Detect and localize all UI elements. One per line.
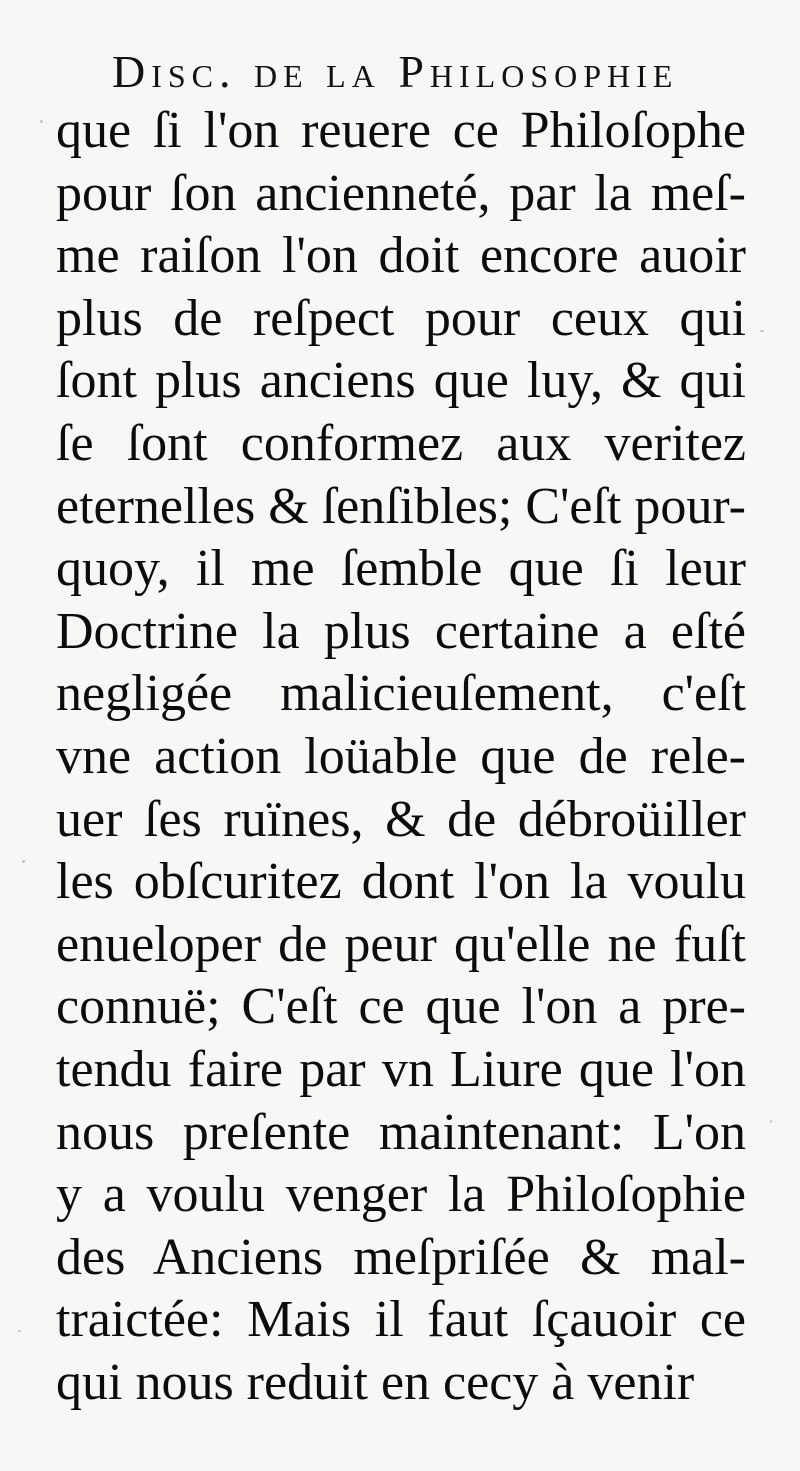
text-line: les obſcuritez dont l'on la voulu <box>56 853 746 911</box>
body-text <box>56 100 746 1414</box>
text-line: traictée: Mais il faut ſçauoir ce <box>56 1291 746 1349</box>
paper-speck <box>760 330 764 332</box>
text-line: pour ſon ancienneté, par la meſ- <box>56 164 746 222</box>
text-line: ſe ſont conformez aux veritez <box>56 414 746 472</box>
running-head: Disc. de la Philosophie <box>112 46 679 97</box>
text-line: eternelles & ſenſibles; C'eſt pour- <box>56 477 746 535</box>
paper-speck <box>18 1330 21 1332</box>
text-line: qui nous reduit en cecy à venir <box>56 1353 695 1411</box>
text-line: quoy, il me ſemble que ſi leur <box>56 540 746 598</box>
text-line: ſont plus anciens que luy, & qui <box>56 352 746 410</box>
text-line: uer ſes ruïnes, & de débroüiller <box>56 790 746 848</box>
text-line: des Anciens meſpriſée & mal- <box>56 1228 746 1286</box>
text-line: nous preſente maintenant: L'on <box>56 1103 746 1161</box>
text-line: connuë; C'eſt ce que l'on a pre- <box>56 978 746 1036</box>
text-line: enueloper de peur qu'elle ne fuſt <box>56 915 746 973</box>
text-line: que ſi l'on reuere ce Philoſophe <box>56 102 746 159</box>
text-line: plus de reſpect pour ceux qui <box>56 289 746 347</box>
text-line: y a voulu venger la Philoſophie <box>56 1166 746 1224</box>
text-line: negligée malicieuſement, c'eſt <box>56 665 746 723</box>
paper-speck <box>22 860 25 863</box>
paper-speck <box>770 1120 772 1123</box>
text-line: me raiſon l'on doit encore auoir <box>56 227 746 285</box>
text-line: Doctrine la plus certaine a eſté <box>56 602 746 660</box>
text-line: tendu faire par vn Liure que l'on <box>56 1040 746 1098</box>
paper-speck <box>40 120 43 123</box>
text-line: vne action loüable que de rele- <box>56 727 746 785</box>
